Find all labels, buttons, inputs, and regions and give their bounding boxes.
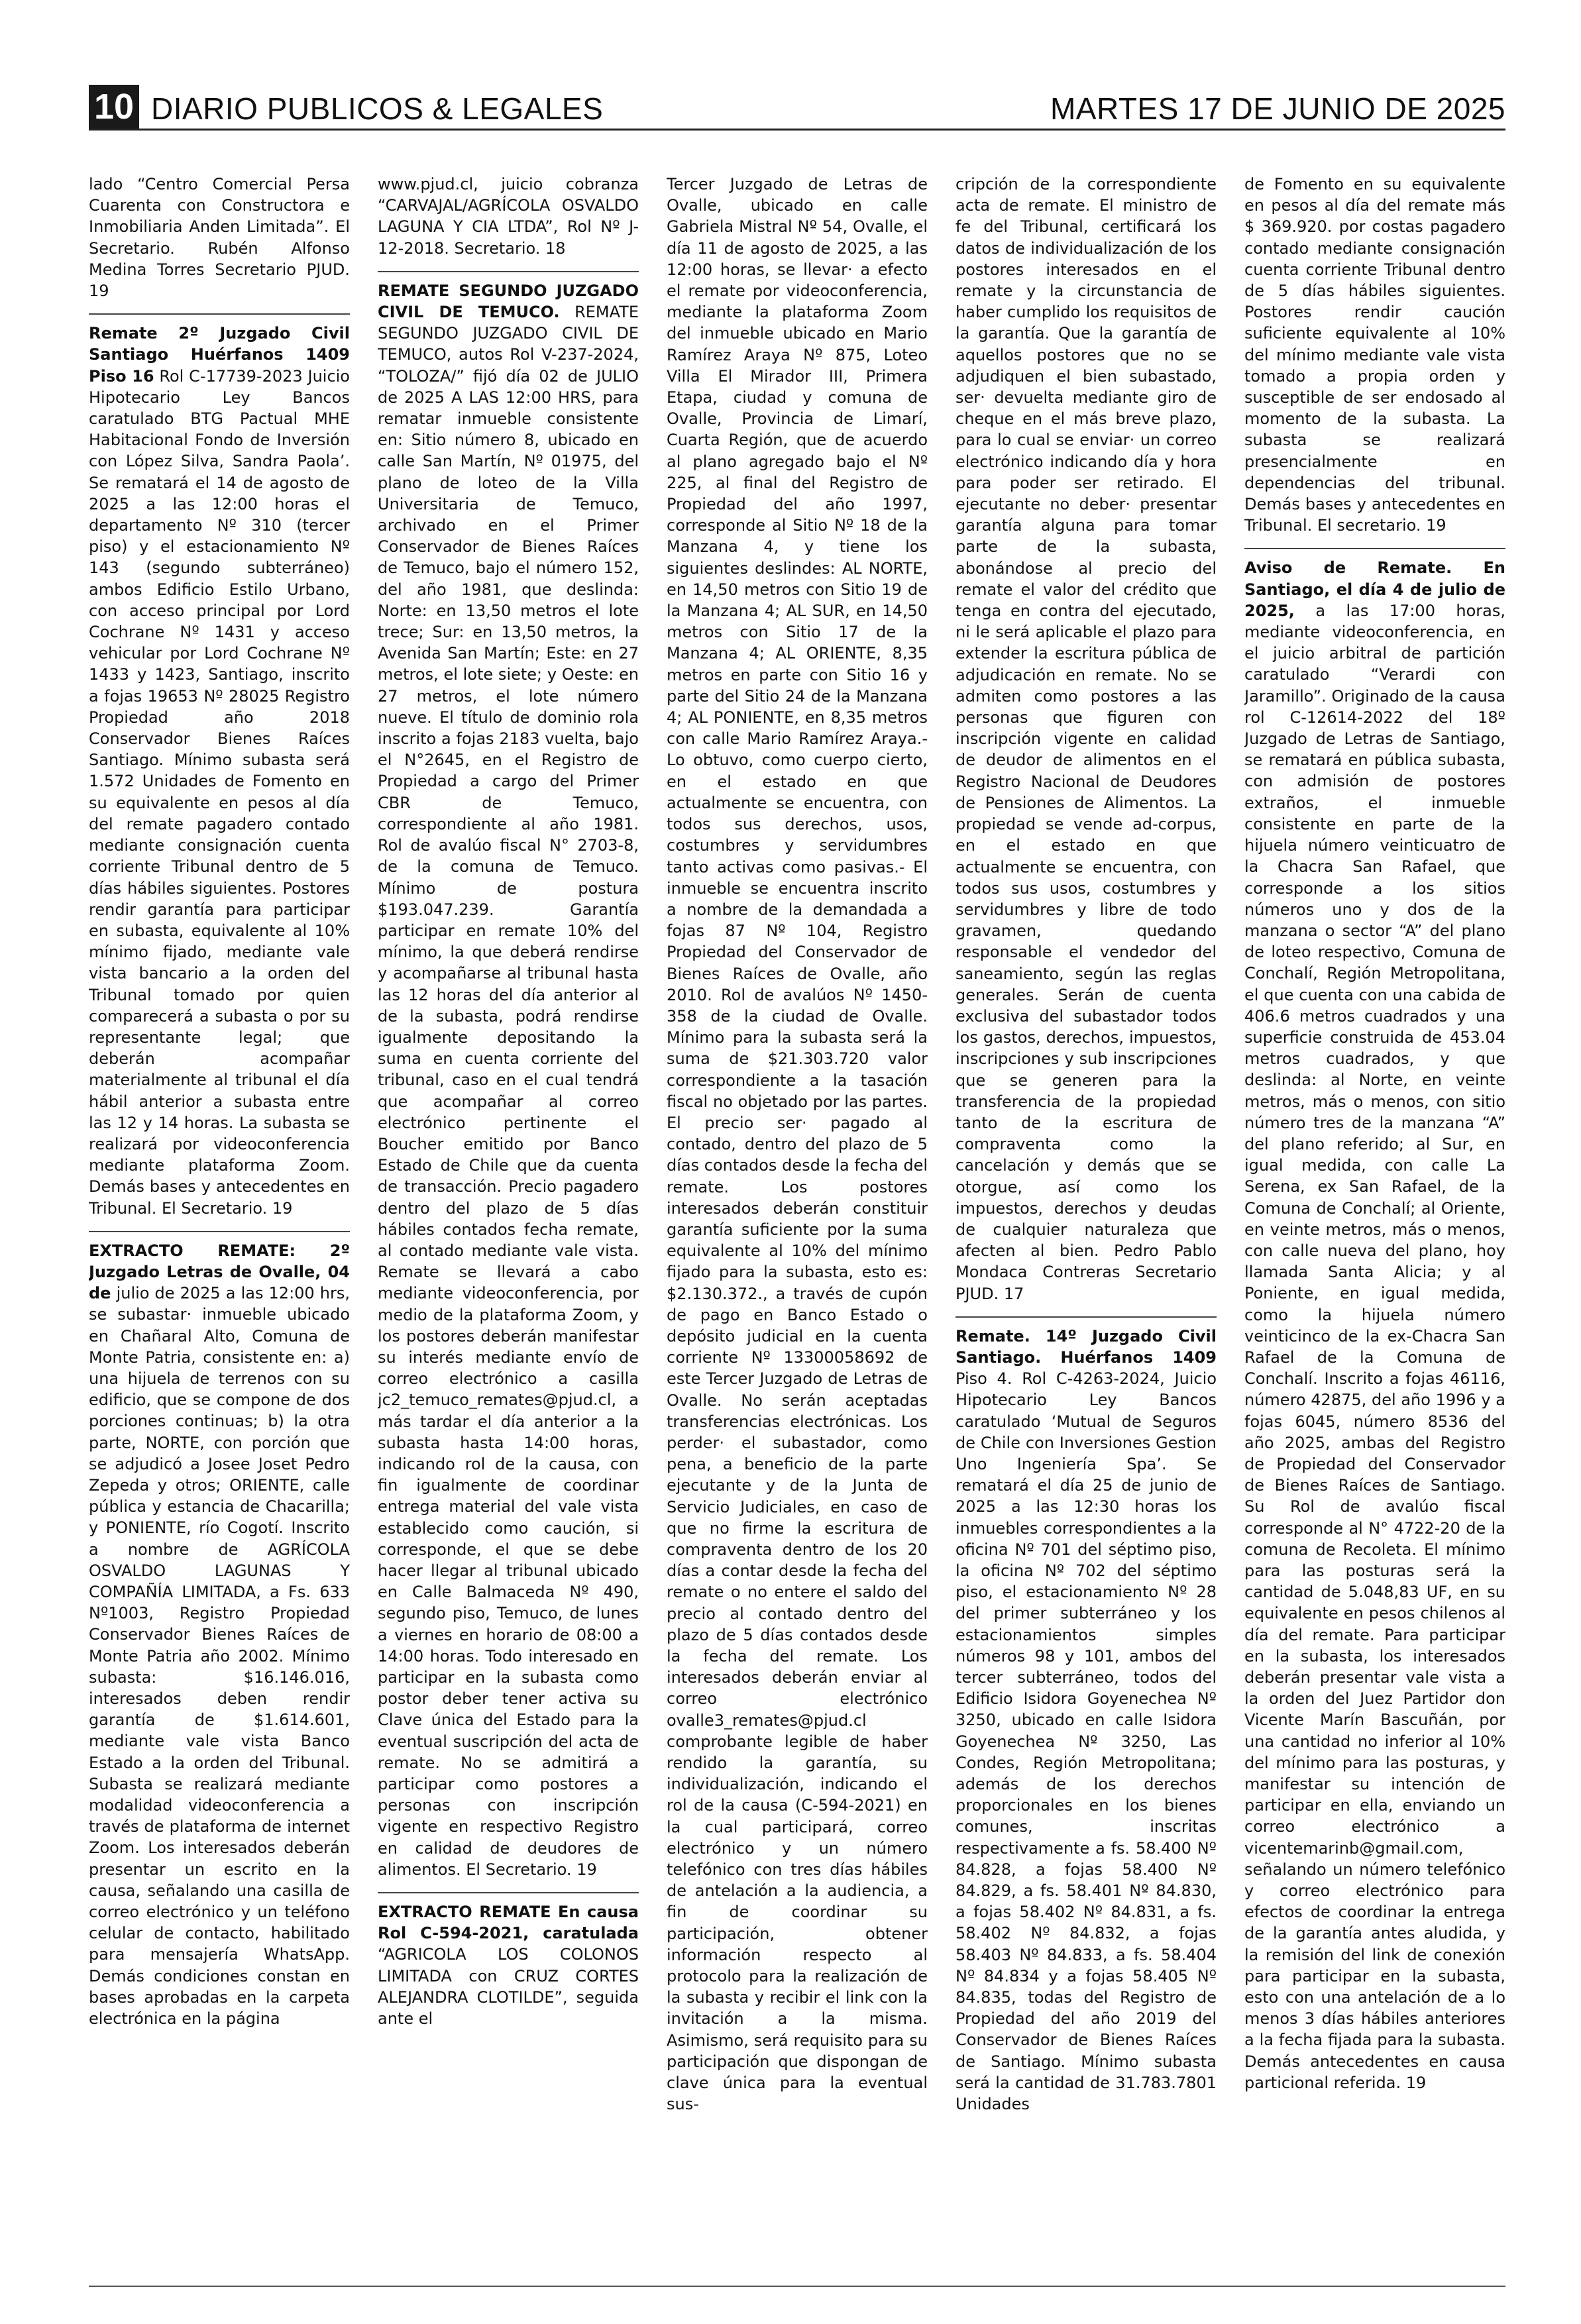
notice-separator	[378, 1892, 639, 1893]
legal-notice	[378, 280, 639, 1887]
column-5	[1244, 174, 1505, 2275]
notice-body: a las 17:00 horas, mediante videoconferencia, en el juicio arbitral de partición caratulado “Verardi con Jaramillo”. Originado de la causa rol C-12614-2022 del 18º Juzgado de Letras de Santiago, se rematará en pública subasta, con admisión de postores extraños, el inmueble consistente en parte de la hijuela número veinticuatro de la Chacra San Rafael, que corresponde a los sitios números uno y dos de la manzana o sector “A” del plano de loteo respectivo, Comuna de Conchalí, Región Metropolitana, el que cuenta con una cabida de 406.6 metros cuadrados y una superficie construida de 453.04 metros cuadrados, y que deslinda: al Norte, en veinte metros, más o menos, con sitio número tres de la manzana “A” del plano referido; al Sur, en igual medida, con calle La Serena, ex San Rafael, de la Comuna de Conchalí; al Oriente, en veinte metros, más o menos, con calle nueva del plano, hoy llamada Santa Alicia; y al Poniente, en igual medida, como la hijuela número veinticinco de la ex-Chacra San Rafael de la Comuna de Conchalí. Inscrito a fojas 46116, número 42875, del año 1996 y a fojas 6045, número 8536 del año 2025, ambas del Registro de Propiedad del Conservador de Bienes Raíces de Santiago. Su Rol de avalúo fiscal corresponde al N° 4722-20 de la comuna de Recoleta. El mínimo para las posturas será la cantidad de 5.048,83 UF, en su equivalente en pesos chilenos al día del remate. Para participar en la subasta, los interesados deberán presentar vale vista a la orden del Juez Partidor don Vicente Marín Bascuñán, por una cantidad no inferior al 10% del mínimo para las posturas, y manifestar su intención de participar en ella, enviando un correo electrónico a vicentemarinb@gmail.com, señalando un número telefónico y correo electrónico para efectos de coordinar la entrega de la garantía antes aludida, y la remisión del link de conexión para participar en la subasta, esto con una antelación de a lo menos 3 días hábiles anteriores a la fecha fijada para la subasta. Demás antecedentes en causa particional referida. 19	[1244, 601, 1505, 2092]
notice-heading: EXTRACTO REMATE En causa Rol C-594-2021, caratulada	[378, 1903, 639, 1943]
notice-body: www.pjud.cl, juicio cobranza “CARVAJAL/AGRÍCOLA OSVALDO LAGUNA Y CIA LTDA”, Rol Nº J-12-2018. Secretario. 18	[378, 175, 639, 258]
legal-notice	[378, 1901, 639, 2036]
notice-separator	[955, 1316, 1217, 1318]
legal-notice	[89, 174, 350, 308]
legal-notice	[955, 1326, 1217, 2122]
notice-heading: Aviso de Remate. En Santiago, el día 4 de julio de 2025,	[1244, 558, 1505, 620]
bottom-rule	[89, 2286, 1505, 2287]
notice-heading: Remate 2º Juzgado Civil Santiago Huérfanos 1409 Piso 16	[89, 324, 350, 386]
page-number: 10	[89, 85, 139, 129]
notice-body: Tercer Juzgado de Letras de Ovalle, ubicado en calle Gabriela Mistral Nº 54, Ovalle, el día 11 de agosto de 2025, a las 12:00 horas, se llevar· a efecto el remate por videoconferencia, mediante la plataforma Zoom del inmueble ubicado en Mario Ramírez Araya Nº 875, Loteo Villa El Mirador III, Primera Etapa, ciudad y comuna de Ovalle, Provincia de Limarí, Cuarta Región, que de acuerdo al plano agregado bajo el Nº 225, al final del Registro de Propiedad del año 1997, corresponde al Sitio Nº 18 de la Manzana 4, y tiene los siguientes deslindes: AL NORTE, en 14,50 metros con Sitio 19 de la Manzana 4; AL SUR, en 14,50 metros con Sitio 17 de la Manzana 4; AL ORIENTE, 8,35 metros en parte con Sitio 16 y parte del Sitio 24 de la Manzana 4; AL PONIENTE, en 8,35 metros con calle Mario Ramírez Araya.- Lo obtuvo, como cuerpo cierto, en el estado en que actualmente se encuentra, con todos sus derechos, usos, costumbres y servidumbres tanto activas como pasivas.- El inmueble se encuentra inscrito a nombre de la demandada a fojas 87 Nº 104, Registro Propiedad del Conservador de Bienes Raíces de Ovalle, año 2010. Rol de avalúos Nº 1450-358 de la ciudad de Ovalle. Mínimo para la subasta será la suma de $21.303.720 valor correspondiente a la tasación fiscal no objetado por las partes. El precio ser· pagado al contado, dentro del plazo de 5 días contados desde la fecha del remate. Los postores interesados deberán constituir garantía suficiente por la suma equivalente al 10% del mínimo fijado para la subasta, esto es: $2.130.372., a través de cupón de pago en Banco Estado o depósito judicial en la cuenta corriente Nº 13300058692 de este Tercer Juzgado de Letras de Ovalle. No serán aceptadas transferencias electrónicas. Los perder· el subastador, como pena, a beneficio de la parte ejecutante y de la Junta de Servicio Judiciales, en caso de que no firme la escritura de compraventa dentro de los 20 días a contar desde la fecha del remate o no entere el saldo del precio al contado dentro del plazo de 5 días contados desde la fecha del remate. Los interesados deberán enviar al correo electrónico ovalle3_remates@pjud.cl comprobante legible de haber rendido la garantía, su individualización, indicando el rol de la causa (C-594-2021) en la cual participará, correo electrónico y un número telefónico con tres días hábiles de antelación a la audiencia, a fin de coordinar su participación, obtener información respecto al protocolo para la realización de la subasta y recibir el link con la invitación a la misma. Asimismo, será requisito para su participación que dispongan de clave única para la eventual sus-	[667, 175, 928, 2114]
notice-heading: REMATE SEGUNDO JUZGADO CIVIL DE TEMUCO.	[378, 281, 639, 322]
notice-heading: EXTRACTO REMATE: 2º Juzgado Letras de Ovalle, 04 de	[89, 1241, 350, 1303]
notice-heading: Remate. 14º Juzgado Civil Santiago. Huérfanos 1409	[955, 1326, 1217, 1367]
masthead	[89, 85, 1505, 131]
legal-notice	[667, 174, 928, 2121]
notice-body: Piso 4. Rol C-4263-2024, Juicio Hipotecario Ley Bancos caratulado ‘Mutual de Seguros de Chile con Inversiones Gestion Uno Ingeniería Spa’. Se rematará el día 25 de junio de 2025 a las 12:30 horas los inmuebles correspondientes a la oficina Nº 701 del séptimo piso, la oficina Nº 702 del séptimo piso, el estacionamiento Nº 28 del primer subterráneo y los estacionamientos simples números 98 y 101, ambos del tercer subterráneo, todos del Edificio Isidora Goyenechea Nº 3250, ubicado en calle Isidora Goyenechea Nº 3250, Las Condes, Región Metropolitana; además de los derechos proporcionales en los bienes comunes, inscritas respectivamente a fs. 58.400 Nº 84.828, a fojas 58.400 Nº 84.829, a fs. 58.401 Nº 84.830, a fojas 58.402 Nº 84.831, a fs. 58.402 Nº 84.832, a fojas 58.403 Nº 84.833, a fs. 58.404 Nº 84.834 y a fojas 58.405 Nº 84.835, todas del Registro de Propiedad del año 2019 del Conservador de Bienes Raíces de Santiago. Mínimo subasta será la cantidad de 31.783.7801 Unidades	[955, 1369, 1217, 2114]
legal-notice	[89, 323, 350, 1226]
notice-body: julio de 2025 a las 12:00 hrs, se subastar· inmueble ubicado en Chañaral Alto, Comuna de Monte Patria, consistente en: a) una hijuela de terrenos con su edificio, que se compone de dos porciones continuas; b) la otra parte, NORTE, con porción que se adjudicó a Josee Joset Pedro Zepeda y otros; ORIENTE, calle pública y estancia de Chacarilla; y PONIENTE, río Cogotí. Inscrito a nombre de AGRÍCOLA OSVALDO LAGUNAS Y COMPAÑÍA LIMITADA, a Fs. 633 Nº1003, Registro Propiedad Conservador Bienes Raíces de Monte Patria año 2002. Mínimo subasta: $16.146.016, interesados deben rendir garantía de $1.614.601, mediante vale vista Banco Estado a la orden del Tribunal. Subasta se realizará mediante modalidad videoconferencia a través de plataforma de internet Zoom. Los interesados deberán presentar un escrito en la causa, señalando una casilla de correo electrónico y un teléfono celular de contacto, habilitado para mensajería WhatsApp. Demás condiciones constan en bases aprobadas en la carpeta electrónica en la página	[89, 1284, 350, 2029]
notice-body: lado “Centro Comercial Persa Cuarenta con Constructora e Inmobiliaria Anden Limitada”. El Secretario. Rubén Alfonso Medina Torres Secretario PJUD. 19	[89, 175, 350, 301]
legal-notice	[1244, 557, 1505, 2100]
notice-separator	[378, 271, 639, 272]
legal-notice	[89, 1240, 350, 2036]
notice-columns	[89, 174, 1505, 2275]
notice-body: de Fomento en su equivalente en pesos al día del remate más $ 369.920. por costas pagadero contado mediante consignación cuenta corriente Tribunal dentro de 5 días hábiles siguientes. Postores rendir caución suficiente equivalente al 10% del mínimo mediante vale vista tomado a propia orden y susceptible de ser endosado al momento de la subasta. La subasta se realizará presencialmente en dependencias del tribunal. Demás bases y antecedentes en Tribunal. El secretario. 19	[1244, 175, 1505, 535]
notice-separator	[1244, 548, 1505, 549]
notice-separator	[89, 1231, 350, 1232]
paper-name: DIARIO PUBLICOS & LEGALES	[151, 91, 604, 126]
legal-notice	[378, 174, 639, 266]
issue-date: MARTES 17 DE JUNIO DE 2025	[1050, 91, 1505, 126]
notice-body: “AGRICOLA LOS COLONOS LIMITADA con CRUZ CORTES ALEJANDRA CLOTILDE”, seguida ante el	[378, 1945, 639, 2029]
legal-notice	[955, 174, 1217, 1311]
legal-notice	[1244, 174, 1505, 543]
column-3	[667, 174, 928, 2275]
column-2	[378, 174, 639, 2275]
column-1	[89, 174, 350, 2275]
notice-separator	[89, 313, 350, 315]
notice-body: Rol C-17739-2023 Juicio Hipotecario Ley Bancos caratulado BTG Pactual MHE Habitacional Fondo de Inversión con López Silva, Sandra Paola’. Se rematará el 14 de agosto de 2025 a las 12:00 horas el departamento Nº 310 (tercer piso) y el estacionamiento Nº 143 (segundo subterráneo) ambos Edificio Estilo Urbano, con acceso principal por Lord Cochrane Nº 1431 y acceso vehicular por Lord Cochrane Nº 1433 y 1423, Santiago, inscrito a fojas 19653 Nº 28025 Registro Propiedad año 2018 Conservador Bienes Raíces Santiago. Mínimo subasta será 1.572 Unidades de Fomento en su equivalente en pesos al día del remate pagadero contado mediante consignación cuenta corriente Tribunal dentro de 5 días hábiles siguientes. Postores rendir garantía para participar en subasta, equivalente al 10% mínimo fijado, mediante vale vista bancario a la orden del Tribunal tomado por quien comparecerá a subasta o por su representante legal; que deberán acompañar materialmente al tribunal el día hábil anterior a subasta entre las 12 y 14 horas. La subasta se realizará por videoconferencia mediante plataforma Zoom. Demás bases y antecedentes en Tribunal. El Secretario. 19	[89, 366, 350, 1218]
notice-body: REMATE SEGUNDO JUZGADO CIVIL DE TEMUCO, autos Rol V-237-2024, “TOLOZA/” fijó día 02 de JULIO de 2025 A LAS 12:00 HRS, para rematar inmueble consistente en: Sitio número 8, ubicado en calle San Martín, Nº 01975, del plano de loteo de la Villa Universitaria de Temuco, archivado en el Primer Conservador de Bienes Raíces de Temuco, bajo el número 152, del año 1981, que deslinda: Norte: en 13,50 metros el lote trece; Sur: en 13,50 metros, la Avenida San Martín; Este: en 27 metros, el lote siete; y Oeste: en 27 metros, el lote número nueve. El título de dominio rola inscrito a fojas 2183 vuelta, bajo el N°2645, en el Registro de Propiedad a cargo del Primer CBR de Temuco, correspondiente al año 1981. Rol de avalúo fiscal N° 2703-8, de la comuna de Temuco. Mínimo de postura $193.047.239. Garantía participar en remate 10% del mínimo, la que deberá rendirse y acompañarse al tribunal hasta las 12 horas del día anterior al de la subasta, podrá rendirse igualmente depositando la suma en cuenta corriente del tribunal, caso en el cual tendrá que acompañar al correo electrónico pertinente el Boucher emitido por Banco Estado de Chile que da cuenta de transacción. Precio pagadero dentro del plazo de 5 días hábiles contados fecha remate, al contado mediante vale vista. Remate se llevará a cabo mediante videoconferencia, por medio de la plataforma Zoom, y los postores deberán manifestar su interés mediante envío de correo electrónico a casilla jc2_temuco_remates@pjud.cl, a más tardar el día anterior a la subasta hasta 14:00 horas, indicando rol de la causa, con fin igualmente de coordinar entrega material del vale vista establecido como caución, si corresponde, el que se debe hacer llegar al tribunal ubicado en Calle Balmaceda Nº 490, segundo piso, Temuco, de lunes a viernes en horario de 08:00 a 14:00 horas. Todo interesado en participar en la subasta como postor deber tener activa su Clave única del Estado para la eventual suscripción del acta de remate. No se admitirá a participar como postores a personas con inscripción vigente en respectivo Registro en calidad de deudores de alimentos. El Secretario. 19	[378, 303, 639, 1879]
column-4	[955, 174, 1217, 2275]
notice-body: cripción de la correspondiente acta de remate. El ministro de fe del Tribunal, certificará los datos de individualización de los postores interesados en el remate y la circunstancia de haber cumplido los requisitos de la garantía. Que la garantía de aquellos postores que no se adjudiquen el bien subastado, ser· devuelta mediante giro de cheque en el más breve plazo, para lo cual se enviar· un correo electrónico indicando día y hora para poder ser retirado. El ejecutante no deber· presentar garantía alguna para tomar parte de la subasta, abonándose al precio del remate el valor del crédito que tenga en contra del ejecutado, ni le será aplicable el plazo para extender la escritura pública de adjudicación en remate. No se admiten como postores a las personas que figuren con inscripción vigente en calidad de deudor de alimentos en el Registro Nacional de Deudores de Pensiones de Alimentos. La propiedad se vende ad-corpus, en el estado en que actualmente se encuentra, con todos sus usos, costumbres y servidumbres y libre de todo gravamen, quedando responsable el vendedor del saneamiento, según las reglas generales. Serán de cuenta exclusiva del subastador todos los gastos, derechos, impuestos, inscripciones y sub inscripciones que se generen para la transferencia de la propiedad tanto de la escritura de compraventa como la cancelación y demás que se otorgue, así como los impuestos, derechos y deudas de cualquier naturaleza que afecten al bien. Pedro Pablo Mondaca Contreras Secretario PJUD. 17	[955, 175, 1217, 1303]
